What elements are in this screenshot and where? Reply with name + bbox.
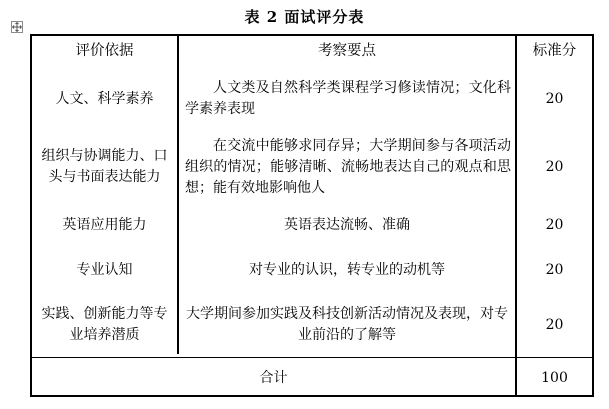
row-3-basis: 英语应用能力 (62, 216, 147, 233)
row-4-points: 对专业的认识，转专业的动机等 (249, 261, 445, 278)
row-5-basis: 实践、创新能力等专业培养潜质 (41, 306, 168, 343)
row-2-basis: 组织与协调能力、口头与书面表达能力 (41, 148, 168, 185)
table-title: 表 2 面试评分表 (244, 8, 365, 26)
row-5-score: 20 (545, 316, 564, 333)
header-points: 考察要点 (318, 42, 376, 59)
row-2-points: 在交流中能够求同存异；大学期间参与各项活动组织的情况；能够清晰、流畅地表达自己的观点和思想；能有效地影响他人 (185, 137, 511, 196)
header-basis: 评价依据 (75, 42, 134, 59)
row-1-points: 人文类及自然科学类课程学习修读情况；文化科学素养表现 (185, 80, 511, 117)
row-3-score: 20 (545, 216, 564, 233)
row-4-basis: 专业认知 (76, 261, 133, 278)
total-row-divider (32, 357, 592, 358)
total-score: 100 (541, 369, 568, 386)
row-2-score: 20 (545, 158, 564, 175)
row-5-points: 大学期间参加实践及科技创新活动情况及表现，对专业前沿的了解等 (186, 306, 508, 343)
row-1-basis: 人文、科学素养 (55, 90, 154, 107)
row-1-score: 20 (545, 90, 564, 107)
header-score: 标准分 (532, 42, 577, 59)
row-4-score: 20 (545, 261, 564, 278)
total-label: 合计 (259, 369, 288, 386)
table-move-handle-icon[interactable] (11, 21, 23, 33)
row-3-points: 英语表达流畅、准确 (284, 216, 410, 233)
